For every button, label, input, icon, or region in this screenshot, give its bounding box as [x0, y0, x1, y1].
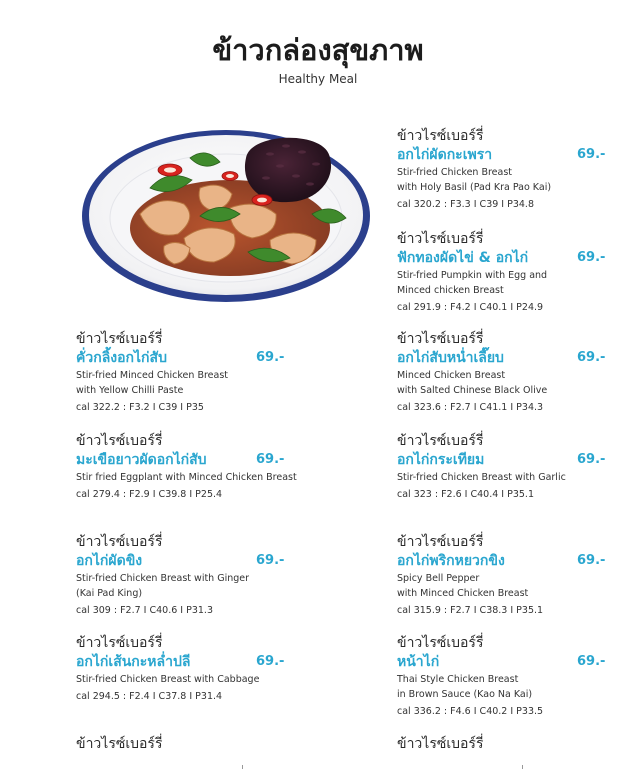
- item-nutrition: cal 323 : F2.6 I C40.4 I P35.1: [397, 489, 534, 500]
- menu-item: [76, 534, 291, 618]
- item-nutrition: cal 336.2 : F4.6 I C40.2 I P33.5: [397, 706, 544, 717]
- menu-item: [397, 331, 612, 415]
- item-category: ข้าวไรซ์เบอร์รี่: [76, 736, 163, 752]
- item-name: อกไก่ผัดขิง: [76, 553, 143, 569]
- item-description: (Kai Pad King): [76, 588, 143, 599]
- item-category: ข้าวไรซ์เบอร์รี่: [76, 433, 163, 449]
- menu-item-partial: [397, 736, 612, 753]
- item-price: 69.-: [577, 553, 606, 568]
- item-category: ข้าวไรซ์เบอร์รี่: [397, 331, 484, 347]
- item-description: with Holy Basil (Pad Kra Pao Kai): [397, 182, 552, 193]
- menu-item: [397, 433, 612, 502]
- item-nutrition: cal 291.9 : F4.2 I C40.1 I P24.9: [397, 302, 544, 313]
- menu-item: [397, 534, 612, 618]
- item-name: อกไก่เส้นกะหล่ำปลี: [76, 654, 191, 670]
- item-description: Spicy Bell Pepper: [397, 573, 480, 584]
- item-nutrition: cal 309 : F2.7 I C40.6 I P31.3: [76, 605, 213, 616]
- rice-chicken-basil-plate-icon: [80, 118, 372, 306]
- item-description: Thai Style Chicken Breast: [397, 674, 519, 685]
- item-category: ข้าวไรซ์เบอร์รี่: [76, 635, 163, 651]
- item-nutrition: cal 279.4 : F2.9 I C39.8 I P25.4: [76, 489, 223, 500]
- item-category: ข้าวไรซ์เบอร์รี่: [397, 736, 484, 752]
- divider: [242, 765, 243, 769]
- item-name: หน้าไก่: [397, 654, 440, 670]
- divider: [522, 765, 523, 769]
- item-category: ข้าวไรซ์เบอร์รี่: [76, 331, 163, 347]
- item-price: 69.-: [577, 350, 606, 365]
- item-category: ข้าวไรซ์เบอร์รี่: [76, 534, 163, 550]
- item-description: with Yellow Chilli Paste: [76, 385, 184, 396]
- item-nutrition: cal 294.5 : F2.4 I C37.8 I P31.4: [76, 691, 223, 702]
- page-subtitle: Healthy Meal: [278, 72, 358, 86]
- item-price: 69.-: [577, 654, 606, 669]
- item-price: 69.-: [577, 452, 606, 467]
- item-category: ข้าวไรซ์เบอร์รี่: [397, 231, 484, 247]
- item-name: อกไก่กระเทียม: [397, 452, 485, 468]
- item-description: Stir-fried Chicken Breast with Ginger: [76, 573, 250, 584]
- menu-item-partial: [76, 736, 291, 753]
- item-name: มะเขือยาวผัดอกไก่สับ: [76, 452, 207, 468]
- item-category: ข้าวไรซ์เบอร์รี่: [397, 433, 484, 449]
- item-price: 69.-: [256, 452, 285, 467]
- item-description: in Brown Sauce (Kao Na Kai): [397, 689, 533, 700]
- item-nutrition: cal 315.9 : F2.7 I C38.3 I P35.1: [397, 605, 544, 616]
- item-nutrition: cal 323.6 : F2.7 I C41.1 I P34.3: [397, 402, 544, 413]
- item-price: 69.-: [256, 654, 285, 669]
- item-description: with Salted Chinese Black Olive: [397, 385, 548, 396]
- item-name: ฟักทองผัดไข่ & อกไก่: [397, 250, 529, 266]
- item-name: อกไก่ผัดกะเพรา: [397, 147, 493, 163]
- menu-item: [397, 128, 612, 212]
- item-category: ข้าวไรซ์เบอร์รี่: [397, 635, 484, 651]
- menu-item: [76, 331, 291, 415]
- item-description: Minced Chicken Breast: [397, 370, 506, 381]
- item-category: ข้าวไรซ์เบอร์รี่: [397, 534, 484, 550]
- item-description: Stir-fried Chicken Breast: [397, 167, 513, 178]
- item-description: Minced chicken Breast: [397, 285, 504, 296]
- item-name: คั่วกลิ้งอกไก่สับ: [76, 350, 167, 366]
- item-description: Stir fried Eggplant with Minced Chicken Breast: [76, 472, 297, 483]
- item-description: with Minced Chicken Breast: [397, 588, 529, 599]
- item-name: อกไก่พริกหยวกขิง: [397, 553, 505, 569]
- item-price: 69.-: [577, 147, 606, 162]
- item-nutrition: cal 322.2 : F3.2 I C39 I P35: [76, 402, 204, 413]
- item-category: ข้าวไรซ์เบอร์รี่: [397, 128, 484, 144]
- menu-item: [397, 635, 612, 719]
- menu-item: [397, 231, 612, 315]
- item-price: 69.-: [256, 553, 285, 568]
- item-description: Stir-fried Chicken Breast with Garlic: [397, 472, 566, 483]
- menu-item: [76, 433, 297, 502]
- page-title: ข้าวกล่องสุขภาพ: [212, 33, 424, 67]
- item-description: Stir-fried Chicken Breast with Cabbage: [76, 674, 260, 685]
- menu-item: [76, 635, 291, 704]
- item-price: 69.-: [577, 250, 606, 265]
- item-nutrition: cal 320.2 : F3.3 I C39 I P34.8: [397, 199, 534, 210]
- item-price: 69.-: [256, 350, 285, 365]
- item-name: อกไก่สับหน่ำเลี๊ยบ: [397, 350, 504, 366]
- item-description: Stir-fried Minced Chicken Breast: [76, 370, 228, 381]
- item-description: Stir-fried Pumpkin with Egg and: [397, 270, 548, 281]
